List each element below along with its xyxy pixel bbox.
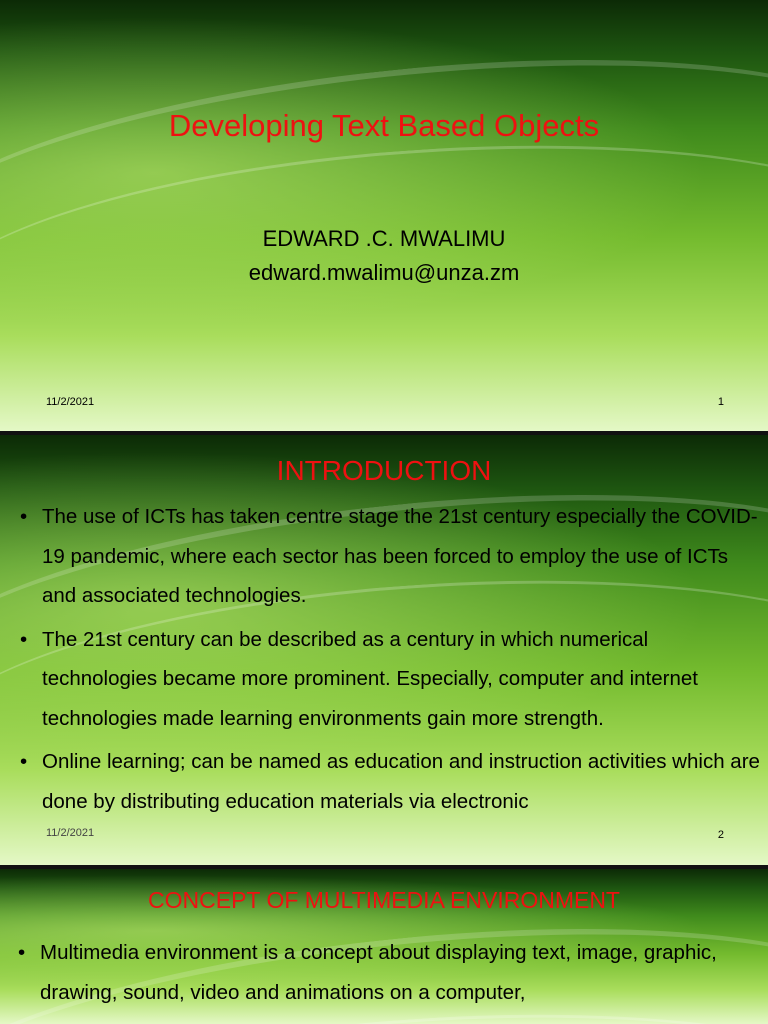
bullet-icon: • bbox=[20, 505, 28, 528]
author-name: EDWARD .C. MWALIMU bbox=[262, 226, 506, 251]
slide-number: 2 bbox=[717, 829, 724, 841]
slide-title: CONCEPT OF MULTIMEDIA ENVIRONMENT bbox=[148, 887, 620, 913]
bullet-list bbox=[20, 497, 760, 825]
bullet-text: Online learning; can be named as education and instruction activities which are done by distributing education materials via electronic bbox=[42, 750, 760, 813]
slide-2 bbox=[0, 435, 768, 865]
slide-date: 11/2/2021 bbox=[46, 827, 95, 839]
bullet-text: The 21st century can be described as a century in which numerical technologies became more prominent. Especially, computer and internet technologies made learning environments gain more strength. bbox=[42, 627, 698, 730]
slide-number: 1 bbox=[717, 396, 724, 408]
slide-1 bbox=[0, 0, 768, 431]
slide-title: Developing Text Based Objects bbox=[168, 108, 600, 143]
bullet-icon: • bbox=[18, 941, 26, 964]
list-item bbox=[20, 742, 760, 821]
slide-date: 11/2/2021 bbox=[46, 396, 95, 408]
author-block bbox=[0, 222, 768, 290]
slide-title: INTRODUCTION bbox=[276, 455, 492, 486]
list-item bbox=[20, 497, 760, 616]
author-email: edward.mwalimu@unza.zm bbox=[248, 260, 520, 285]
bullet-text: The use of ICTs has taken centre stage the 21st century especially the COVID-19 pandemic, where each sector has been forced to employ the use of ICTs and associated technologies. bbox=[42, 505, 758, 607]
list-item bbox=[18, 933, 758, 1013]
bullet-text: Multimedia environment is a concept about displaying text, image, graphic, drawing, sound, video and animations on a computer, bbox=[40, 941, 717, 1004]
bullet-icon: • bbox=[20, 750, 28, 773]
list-item bbox=[20, 620, 760, 739]
bullet-list bbox=[18, 933, 758, 1013]
slide-3 bbox=[0, 869, 768, 1024]
bullet-icon: • bbox=[20, 627, 28, 651]
